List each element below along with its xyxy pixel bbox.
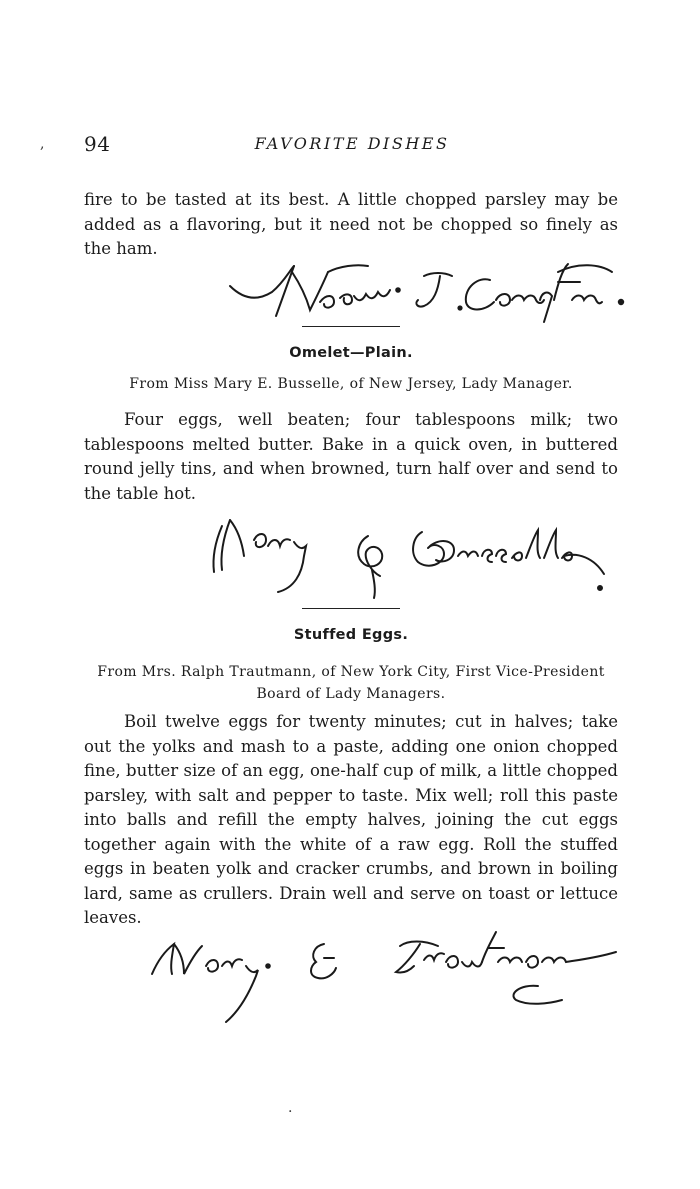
signature-mary-trautmann-icon — [148, 930, 624, 1030]
recipe-attribution-omelet: From Miss Mary E. Busselle, of New Jersey, Lady Manager. — [129, 376, 573, 392]
recipe-title-omelet: Omelet—Plain. — [289, 345, 413, 361]
signature-naomi-compton-icon — [228, 262, 628, 324]
recipe-title-stuffed-eggs: Stuffed Eggs. — [293, 627, 409, 643]
page-header — [84, 132, 620, 160]
intro-paragraph: fire to be tasted at its best. A little chopped parsley may be added as a flavoring, but it need not be chopped so finely as the ham. — [84, 190, 618, 258]
signature-mary-busselle-icon — [208, 512, 618, 604]
page-number: 94 — [84, 132, 111, 156]
signature-naomi-compton — [228, 262, 628, 324]
recipe-attribution-stuffed-eggs: From Mrs. Ralph Trautmann, of New York City, First Vice-President Board of Lady Managers. — [97, 664, 605, 702]
signature-mary-busselle — [208, 512, 618, 604]
footer-mark: . — [288, 1100, 293, 1116]
signature-mary-trautmann — [148, 930, 624, 1030]
recipe-body-stuffed-eggs: Boil twelve eggs for twenty minutes; cut in halves; take out the yolks and mash to a paste, adding one onion chopped fine, butter size of an egg, one-half cup of milk, a little chopped parsley, with salt and pepper to taste. Mix well; roll this paste into balls and refill the empty halves, joining the cut eggs together again with the white of a raw egg. Roll the stuffed eggs in beaten yolk and cracker crumbs, and brown in boiling lard, same as crullers. Drain well and serve on toast or lettuce leaves. — [84, 712, 618, 927]
running-head: FAVORITE DISHES — [254, 134, 450, 153]
recipe-body-omelet: Four eggs, well beaten; four tablespoons milk; two tablespoons melted butter. Bake in a quick oven, in buttered round jelly tins, and when browned, turn half over and send to the table hot. — [84, 410, 618, 503]
margin-mark: , — [40, 136, 45, 152]
section-divider — [302, 608, 400, 609]
section-divider — [302, 326, 400, 327]
